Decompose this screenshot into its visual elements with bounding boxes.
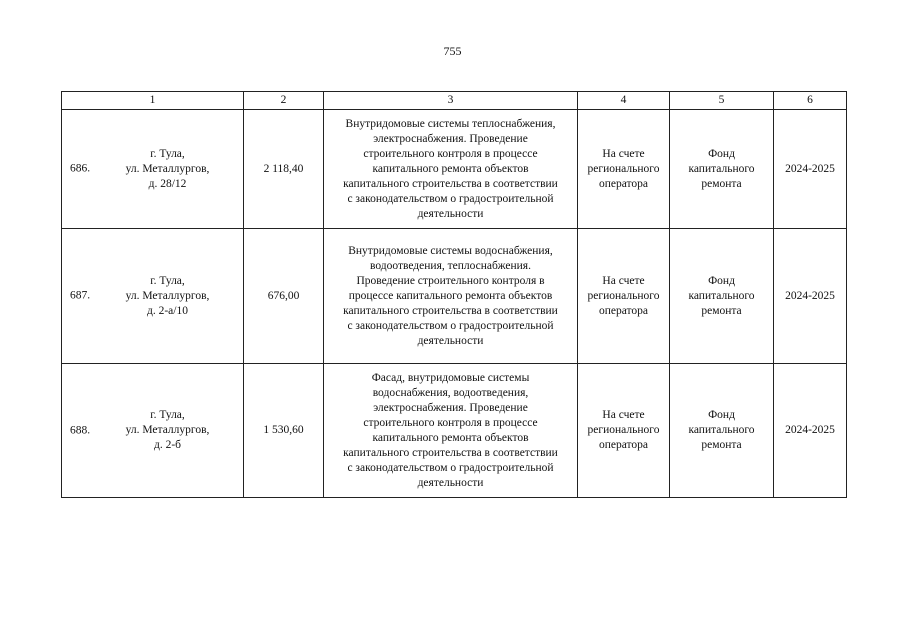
fund-cell bbox=[670, 229, 774, 364]
row-number: 687. bbox=[70, 289, 91, 302]
period-cell: 2024-2025 bbox=[774, 364, 847, 498]
period-cell: 2024-2025 bbox=[774, 229, 847, 364]
account-cell bbox=[578, 110, 670, 229]
account-cell bbox=[578, 229, 670, 364]
header-col-1: 1 bbox=[62, 92, 244, 110]
page-number: 755 bbox=[443, 44, 462, 58]
works-cell bbox=[324, 110, 578, 229]
address: г. Тула, ул. Металлургов, д. 2-а/10 bbox=[125, 274, 210, 317]
address-cell bbox=[62, 364, 244, 498]
account-text: На счете регионального оператора bbox=[587, 274, 660, 317]
fund-cell bbox=[670, 110, 774, 229]
header-row bbox=[62, 92, 847, 110]
row-number: 686. bbox=[70, 162, 91, 175]
cost-cell: 1 530,60 bbox=[244, 364, 324, 498]
address-cell bbox=[62, 110, 244, 229]
header-col-5: 5 bbox=[670, 92, 774, 110]
table-row bbox=[62, 229, 847, 364]
address-cell bbox=[62, 229, 244, 364]
header-col-6: 6 bbox=[774, 92, 847, 110]
account-text: На счете регионального оператора bbox=[587, 147, 660, 190]
capital-repair-table bbox=[61, 91, 847, 498]
header-col-3: 3 bbox=[324, 92, 578, 110]
cost-cell: 676,00 bbox=[244, 229, 324, 364]
works-text: Фасад, внутридомовые системы водоснабжения, водоотведения, электроснабжения. Проведение строительного контроля в процессе капитального ремонта объектов капитального строительства в соответствии с законодательством о градостроительной деятельности bbox=[343, 371, 558, 489]
fund-text: Фонд капитального ремонта bbox=[688, 147, 755, 190]
works-text: Внутридомовые системы теплоснабжения, электроснабжения. Проведение строительного контроля в процессе капитального ремонта объектов капитального строительства в соответствии с законодательством о градостроительной деятельности bbox=[343, 117, 558, 220]
row-number: 688. bbox=[70, 424, 91, 436]
table-row bbox=[62, 110, 847, 229]
account-cell bbox=[578, 364, 670, 498]
header-col-4: 4 bbox=[578, 92, 670, 110]
works-cell bbox=[324, 364, 578, 498]
fund-text: Фонд капитального ремонта bbox=[688, 274, 755, 317]
fund-text: Фонд капитального ремонта bbox=[688, 409, 755, 451]
period-cell: 2024-2025 bbox=[774, 110, 847, 229]
cost-cell: 2 118,40 bbox=[244, 110, 324, 229]
works-cell bbox=[324, 229, 578, 364]
address: г. Тула, ул. Металлургов, д. 2-б bbox=[125, 409, 210, 451]
fund-cell bbox=[670, 364, 774, 498]
works-text: Внутридомовые системы водоснабжения, водоотведения, теплоснабжения. Проведение строительного контроля в процессе капитального ремонта объектов капитального строительства в соответствии с законодательством о градостроительной деятельности bbox=[343, 244, 558, 347]
table-row bbox=[62, 364, 847, 498]
address: г. Тула, ул. Металлургов, д. 28/12 bbox=[125, 147, 210, 190]
header-col-2: 2 bbox=[244, 92, 324, 110]
account-text: На счете регионального оператора bbox=[587, 409, 660, 451]
